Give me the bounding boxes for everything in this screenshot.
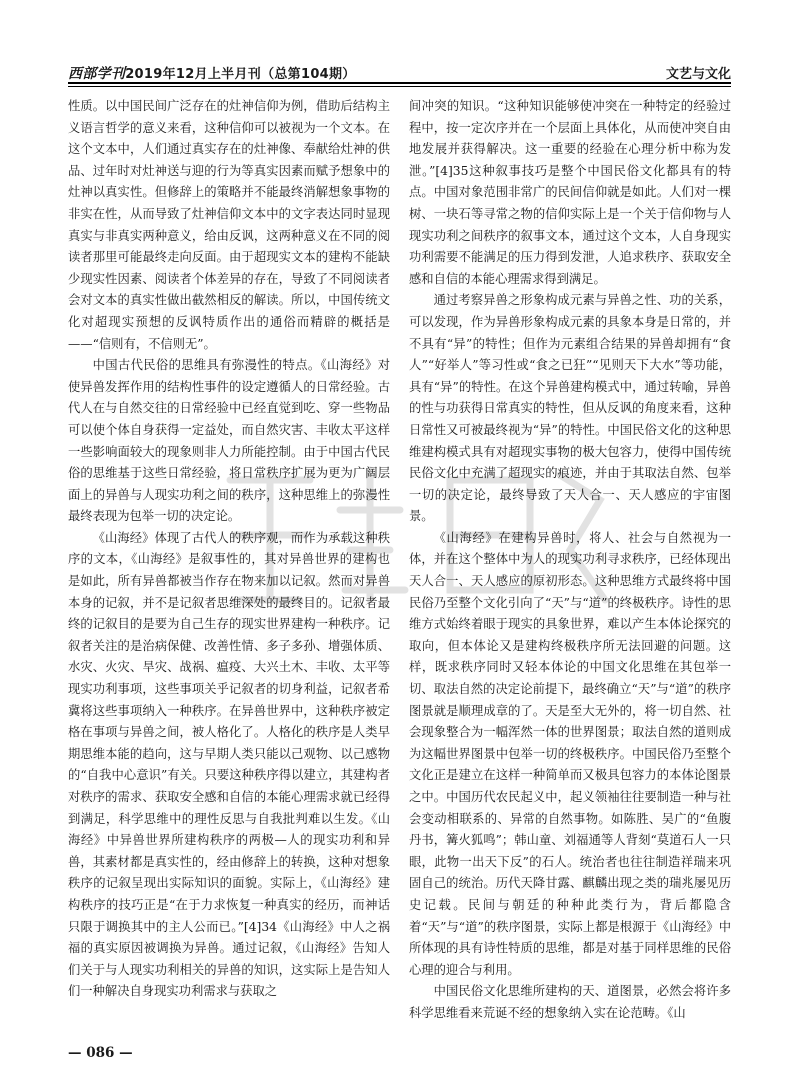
issue-info: 2019年12月上半月刊（总第104期）	[125, 67, 356, 82]
paragraph: 间冲突的知识。“这种知识能够使冲突在一种特定的经验过程中，按一定次序并在一个层面上具体化，从而使冲突自由地发展并获得解决。这一重要的经验在心理分析中称为发泄。”[4]35这种叙事技巧是整个中国民俗文化都具有的特点。中国对象范围非常广的民间信仰就是如此。人们对一棵树、一块石等寻常之物的信仰实际上是一个关于信仰物与人现实功利之间秩序的叙事文本，通过这个文本，人自身现实功利需要不能满足的压力得到发泄，人追求秩序、获取安全感和自信的本能心理需求得到满足。	[409, 99, 731, 286]
header-rule-thick	[68, 82, 731, 84]
paragraph: 《山海经》在建构异兽时，将人、社会与自然视为一体，并在这个整体中为人的现实功利寻求秩序，已经体现出天人合一、天人感应的原初形态。这种思维方式最终将中国民俗乃至整个文化引向了“天”与“道”的终极秩序。诗性的思维方式始终着眼于现实的具象世界，难以产生本体论探究的取向，但本体论又是建构终极秩序所无法回避的问题。这样，既求秩序同时又轻本体论的中国文化思维在其包举一切、取法自然的决定论前提下，最终确立“天”与“道”的秩序图景就是顺理成章的了。天是至大无外的，将一切自然、社会现象整合为一幅浑然一体的世界图景；取法自然的道则成为这幅世界图景中包举一切的终极秩序。中国民俗乃至整个文化正是建立在这样一种简单而又极具包容力的本体论图景之中。中国历代农民起义中，起义领袖往往要制造一种与社会变动相联系的、异常的自然事物。如陈胜、吴广的“鱼腹丹书，篝火狐鸣”；韩山童、刘福通等人背刻“莫道石人一只眼，此物一出天下反”的石人。统治者也往往制造祥瑞来巩固自己的统治。历代天降甘露、麒麟出现之类的瑞兆屡见历史记载。民间与朝廷的种种此类行为，背后都隐含着“天”与“道”的秩序图景，实际上都是根源于《山海经》中所体现的具有诗性特质的思维，都是对基于同样思维的民俗心理的迎合与利用。	[409, 530, 731, 977]
journal-masthead	[68, 63, 356, 83]
page-number: — 086 —	[68, 1045, 133, 1061]
paragraph: 中国民俗文化思维所建构的天、道图景，必然会将许多科学思维看来荒诞不经的想象纳入实在论范畴。《山	[409, 984, 731, 1020]
header-rule-thin	[68, 86, 731, 87]
right-column	[409, 96, 731, 1053]
paragraph: 通过考察异兽之形象构成元素与异兽之性、功的关系，可以发现，作为异兽形象构成元素的具象本身是日常的，并不具有“异”的特性；但作为元素组合结果的异兽却拥有“食人”“好举人”等习性或“食之已狂”“见则天下大水”等功能，具有“异”的特性。在这个异兽建构模式中，通过转喻，异兽的性与功获得日常真实的特性，但从反讽的角度来看，这种日常性又可被最终视为“异”的特性。中国民俗文化的这种思维建构模式具有对超现实事物的极大包容力，使得中国传统民俗文化中充满了超现实的痕迹，并由于其取法自然、包举一切的决定论，最终导致了天人合一、天人感应的宇宙图景。	[409, 293, 731, 524]
paragraph: 性质。以中国民间广泛存在的灶神信仰为例，借助后结构主义语言哲学的意义来看，这种信仰可以被视为一个文本。在这个文本中，人们通过真实存在的灶神像、奉献给灶神的供品、过年时对灶神送与迎的行为等真实因素而赋予想象中的灶神以真实性。但修辞上的策略并不能最终消解想象事物的非实在性，从而导致了灶神信仰文本中的文字表达同时显现真实与非真实两种意义，给由反讽，这两种意义在不同的阅读者那里可能最终走向反面。由于超现实文本的建构不能缺少现实性因素、阅读者个体差异的存在，导致了不同阅读者会对文本的真实性做出截然相反的解读。所以，中国传统文化对超现实预想的反讽特质作出的通俗而精辟的概括是——“信则有，不信则无”。	[68, 99, 390, 351]
left-column	[68, 96, 390, 1053]
paragraph: 中国古代民俗的思维具有弥漫性的特点。《山海经》对使异兽发挥作用的结构性事件的设定遵循人的日常经验。古代人在与自然交往的日常经验中已经直觉到吃、穿一些物品可以使个体自身获得一定益处，而自然灾害、丰收太平这样一些影响面较大的现象则非人力所能控制。由于中国古代民俗的思维基于这些日常经验，将日常秩序扩展为更为广阔层面上的异兽与人现实功利之间的秩序，这种思维上的弥漫性最终表现为包举一切的决定论。	[68, 358, 390, 524]
journal-logo: 西部学刊	[68, 66, 126, 82]
section-title: 文艺与文化	[665, 67, 731, 82]
page-header	[68, 60, 731, 82]
paragraph: 《山海经》体现了古代人的秩序观，而作为承载这种秩序的文本，《山海经》是叙事性的，其对异兽世界的建构也是如此，所有异兽都被当作存在物来加以记叙。然而对异兽本身的记叙，并不是记叙者思维深处的最终目的。记叙者最终的记叙目的是要为自己生存的现实世界建构一种秩序。记叙者关注的是治病保健、改善性情、多子多孙、增强体质、水灾、火灾、旱灾、战祸、瘟疫、大兴土木、丰收、太平等现实功利事项，这些事项关乎记叙者的切身利益，记叙者希冀将这些事项纳入一种秩序。在异兽世界中，这种秩序被定格在事项与异兽之间，被人格化了。人格化的秩序是人类早期思维本能的趋向，这与早期人类只能以己观物、以己感物的“自我中心意识”有关。只要这种秩序得以建立，其建构者对秩序的需求、获取安全感和自信的本能心理需求就已经得到满足，科学思维中的理性反思与自我批判难以生发。《山海经》中异兽世界所建构秩序的两极—人的现实功利和异兽，其素材都是真实性的，经由修辞上的转换，这种对想象秩序的记叙呈现出实际知识的面貌。实际上，《山海经》建构秩序的技巧正是“在于力求恢复一种真实的经历，而神话只限于调换其中的主人公而已。”[4]34《山海经》中人之祸福的真实原因被调换为异兽。通过记叙，《山海经》告知人们关于与人现实功利相关的异兽的知识，这实际上是告知人们一种解决自身现实功利需求与获取之	[68, 530, 390, 999]
